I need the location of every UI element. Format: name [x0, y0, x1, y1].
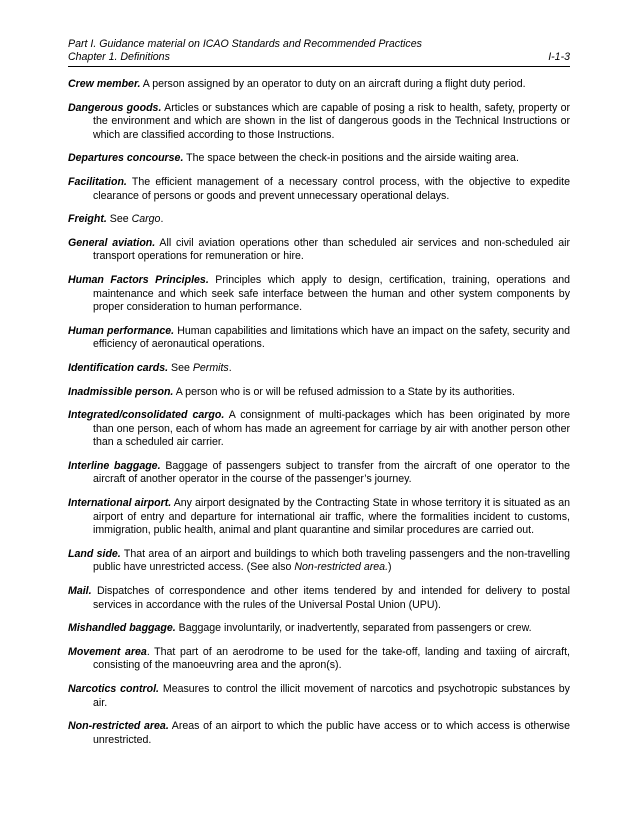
definition-text: That area of an airport and buildings to which both traveling passengers and the non-travelling public have unrestricted access. (See also	[93, 547, 570, 574]
definition-term: Identification cards.	[68, 361, 169, 374]
definition-entry	[68, 548, 570, 575]
definition-term: Crew member.	[68, 78, 141, 90]
definition-term: Inadmissible person.	[68, 385, 174, 398]
definition-text: Any airport designated by the Contracting State in whose territory it is situated as an airport of entry and departure for international air traffic, where the formalities incident to customs, immigration, public health, animal and plant quarantine and similar procedures are carried out.	[93, 497, 570, 537]
header-part-title: Part I. Guidance material on ICAO Standards and Recommended Practices	[68, 38, 422, 50]
definition-text: Baggage of passengers subject to transfer from the aircraft of one operator to the aircraft of another operator in the course of the passenger’s journey.	[93, 459, 570, 486]
definition-entry	[68, 386, 570, 400]
header-rule	[68, 66, 570, 67]
definition-text: Principles which apply to design, certification, training, operations and maintenance and which seek safe interface between the human and other system components by proper consideration to human performance.	[93, 273, 570, 314]
definition-entry	[68, 683, 570, 710]
definition-term: Departures concourse.	[68, 152, 184, 165]
definition-term: Land side.	[68, 547, 121, 560]
definition-text: The efficient management of a necessary control process, with the objective to expedite clearance of persons or goods and prevent unnecessary operational delays.	[93, 175, 570, 202]
definition-text: A person assigned by an operator to duty on an aircraft during a flight duty period.	[140, 78, 526, 90]
definition-term: Integrated/consolidated cargo.	[68, 409, 225, 422]
definitions-list	[68, 78, 570, 747]
definition-text: The space between the check-in positions and the airside waiting area.	[183, 152, 519, 165]
definition-term: Freight.	[68, 213, 107, 226]
definition-term: Mail.	[68, 585, 92, 598]
running-header	[68, 38, 570, 64]
definition-tail: .	[228, 361, 232, 374]
definition-term: Human Factors Principles.	[68, 273, 209, 286]
definition-entry	[68, 237, 570, 264]
definition-term: Interline baggage.	[68, 459, 161, 472]
definition-text: . That part of an aerodrome to be used for the take-off, landing and taxiing of aircraft, consisting of the manoeuvring area and the apron(s).	[93, 645, 570, 672]
header-chapter-title: Chapter 1. Definitions	[68, 51, 170, 63]
definition-entry	[68, 274, 570, 315]
definition-tail: )	[388, 561, 392, 574]
definition-tail: .	[160, 213, 164, 226]
definition-entry	[68, 622, 570, 636]
definition-entry	[68, 409, 570, 450]
definition-entry	[68, 362, 570, 376]
definition-term: Non-restricted area.	[68, 720, 169, 733]
definition-term: Mishandled baggage.	[68, 622, 176, 635]
definition-entry	[68, 213, 570, 227]
definition-text: All civil aviation operations other than scheduled air services and non-scheduled air transport operations for remuneration or hire.	[93, 236, 570, 263]
definition-entry	[68, 460, 570, 487]
definition-text: Dispatches of correspondence and other items tendered by and intended for delivery to postal services in accordance with the rules of the Universal Postal Union (UPU).	[91, 585, 570, 611]
definition-entry	[68, 152, 570, 166]
definition-text: A consignment of multi-packages which has been originated by more than one person, each of whom has made an agreement for carriage by air with another person other than a scheduled air carrier.	[93, 409, 570, 449]
definition-term: Narcotics control.	[68, 683, 159, 695]
definition-text: Measures to control the illicit movement of narcotics and psychotropic substances by air.	[93, 683, 570, 709]
definition-text: A person who is or will be refused admission to a State by its authorities.	[173, 385, 515, 398]
cross-reference: Permits	[192, 361, 229, 374]
definition-text: See	[106, 213, 132, 226]
definition-text: See	[168, 361, 193, 374]
definition-term: Human performance.	[68, 324, 175, 337]
definition-term: International airport.	[68, 497, 172, 510]
cross-reference: Non-restricted area.	[294, 561, 389, 574]
cross-reference: Cargo	[131, 213, 161, 226]
definition-entry	[68, 78, 570, 92]
definition-entry	[68, 176, 570, 203]
definition-entry	[68, 646, 570, 673]
definition-entry	[68, 585, 570, 612]
definition-term: Facilitation.	[68, 175, 127, 188]
definition-entry	[68, 102, 570, 143]
definition-entry	[68, 497, 570, 538]
definition-term: Movement area	[68, 645, 147, 658]
page-number: I-1-3	[548, 51, 570, 63]
definition-entry	[68, 325, 570, 352]
definition-term: General aviation.	[68, 236, 156, 249]
definition-term: Dangerous goods.	[68, 101, 162, 114]
document-page	[68, 38, 570, 757]
definition-text: Articles or substances which are capable of posing a risk to health, safety, property or the environment and which are shown in the list of dangerous goods in the Technical Instructions or which are classified according to those Instructions.	[93, 101, 570, 141]
definition-text: Baggage involuntarily, or inadvertently, separated from passengers or crew.	[175, 622, 532, 635]
definition-text: Human capabilities and limitations which have an impact on the safety, security and efficiency of aeronautical operations.	[93, 324, 571, 351]
definition-text: Areas of an airport to which the public have access or to which access is otherwise unrestricted.	[93, 720, 570, 746]
definition-entry	[68, 720, 570, 747]
